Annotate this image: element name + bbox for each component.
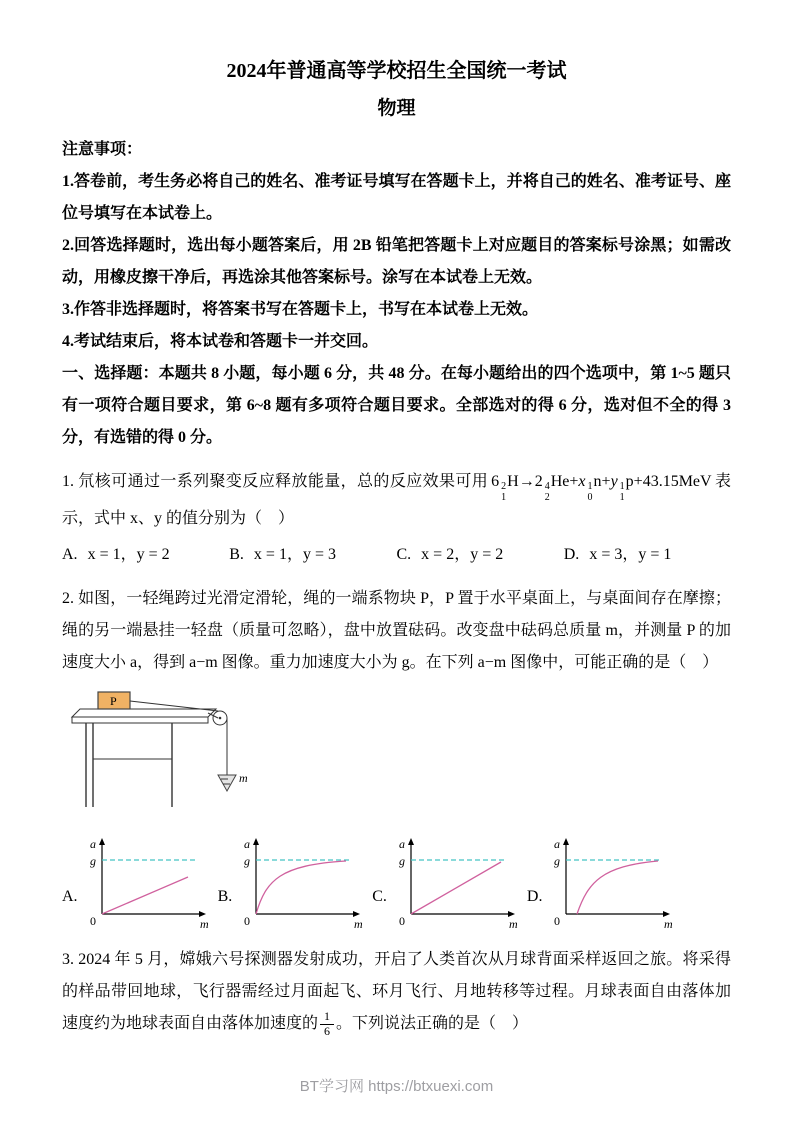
- origin-label: 0: [398, 914, 405, 928]
- g-label: g: [398, 854, 405, 868]
- option-c-label: C.: [396, 546, 412, 563]
- origin-label: 0: [244, 914, 251, 928]
- mass-label: m: [239, 771, 248, 785]
- x-axis-label: m: [664, 917, 674, 931]
- question-3-text: [62, 944, 731, 1040]
- graph-a-label: A.: [62, 888, 78, 905]
- notice-item-4: 4.考试结束后，将本试卷和答题卡一并交回。: [62, 333, 379, 350]
- origin-label: 0: [554, 914, 561, 928]
- y-arrow: [563, 838, 569, 845]
- option-b: [229, 539, 396, 571]
- g-label: g: [554, 854, 561, 868]
- option-b-label: B.: [229, 546, 244, 563]
- graph-c-label: C.: [372, 888, 387, 905]
- term3-pre: +: [601, 473, 611, 490]
- graph-panel-a: [62, 832, 210, 932]
- graph-panel-b: [218, 832, 365, 932]
- page-title: 2024年普通高等学校招生全国统一考试: [226, 60, 567, 82]
- pulley-figure: [68, 687, 731, 818]
- notice-item-2: 2.回答选择题时，选出每小题答案后，用 2B 铅笔把答题卡上对应题目的答案标号涂黑；如需改动，用橡皮擦干净后，再选涂其他答案标号。涂写在本试卷上无效。: [62, 237, 731, 286]
- option-d: [564, 539, 731, 571]
- notice-item-3: 3.作答非选择题时，将答案书写在答题卡上，书写在本试卷上无效。: [62, 301, 539, 318]
- section-heading: 一、选择题：本题共 8 小题，每小题 6 分，共 48 分。在每小题给出的四个选项中，第 1~5 题只有一项符合题目要求，第 6~8 题有多项符合题目要求。全部选对的得 6 分，选对但不全的得 3 分，有选错的得 0 分。: [62, 365, 731, 446]
- graph-c: [389, 832, 519, 932]
- pulley-figure-svg: [68, 687, 253, 813]
- g-label: g: [244, 854, 251, 868]
- graph-panel-d: [527, 832, 675, 932]
- g-label: g: [89, 854, 96, 868]
- term1-pre: →2: [518, 473, 543, 490]
- x-axis-label: m: [199, 917, 209, 931]
- q1-text-before: 1. 氘核可通过一系列聚变反应释放能量，总的反应效果可用: [62, 473, 489, 490]
- element-symbol: He: [550, 473, 570, 490]
- y-arrow: [253, 838, 259, 845]
- y-axis-label: a: [554, 837, 561, 851]
- graph-b: [234, 832, 364, 932]
- one-sixth-fraction: [320, 1010, 334, 1039]
- question-1-text: [62, 466, 731, 535]
- y-axis-label: a: [89, 837, 96, 851]
- option-b-text: x = 1，y = 3: [253, 546, 336, 563]
- element-symbol: n: [593, 473, 602, 490]
- element-symbol: H: [507, 473, 519, 490]
- option-a-text: x = 1，y = 2: [87, 546, 170, 563]
- graph-b-label: B.: [217, 888, 233, 905]
- formula-tail: +43.15MeV: [633, 473, 712, 490]
- term3-var: y: [610, 473, 618, 490]
- subject-title: 物理: [377, 98, 416, 119]
- a-m-curve: [102, 877, 188, 914]
- fusion-reaction-formula: [491, 473, 712, 503]
- a-m-curve: [411, 862, 501, 914]
- a-m-curve: [256, 861, 346, 914]
- option-d-text: x = 3，y = 1: [589, 546, 672, 563]
- question-2-text: 2. 如图，一轻绳跨过光滑定滑轮，绳的一端系物块 P，P 置于水平桌面上，与桌面间存在摩擦；绳的另一端悬挂一轻盘（质量可忽略），盘中放置砝码。改变盘中砝码总质量 m，并测量 P 的加速度大小 a，得到 a−m 图像。重力加速度大小为 g。在下列 a−m 图像中，可能正确的是（ ）: [62, 590, 731, 671]
- q3-text-after: 。下列说法正确的是（ ）: [336, 1015, 529, 1032]
- x-axis-label: m: [508, 917, 518, 931]
- option-a: [62, 539, 229, 571]
- notice-heading: 注意事项：: [62, 141, 143, 158]
- weight-pan: [218, 775, 236, 791]
- nuclide-scripts: 1 1: [619, 481, 625, 503]
- answer-graphs-row: [62, 832, 731, 932]
- graph-d-label: D.: [526, 888, 543, 905]
- question-2: [62, 583, 731, 932]
- table-top: [72, 709, 216, 717]
- origin-label: 0: [89, 914, 96, 928]
- term2-pre: +: [569, 473, 579, 490]
- notice-item-1: 1.答卷前，考生务必将自己的姓名、准考证号填写在答题卡上，并将自己的姓名、准考证号、座位号填写在本试卷上。: [62, 173, 731, 222]
- x-axis-label: m: [354, 917, 363, 931]
- pulley-axle: [219, 717, 222, 720]
- q3-text-before: 3. 2024 年 5 月，嫦娥六号探测器发射成功，开启了人类首次从月球背面采样返回之旅。将采得的样品带回地球，飞行器需经过月面起飞、环月飞行、月地转移等过程。月球表面自由落体加速度约为地球表面自由落体加速度的: [62, 951, 731, 1032]
- q1-options: [62, 539, 731, 571]
- question-1: [62, 466, 731, 571]
- option-d-label: D.: [563, 546, 580, 563]
- fraction-denominator: 6: [324, 1023, 331, 1038]
- element-symbol: p: [625, 473, 634, 490]
- question-3: [62, 944, 731, 1040]
- term0-pre: 6: [491, 473, 500, 490]
- option-c: [397, 539, 564, 571]
- term2-var: x: [578, 473, 586, 490]
- option-a-label: A.: [62, 546, 78, 563]
- option-c-text: x = 2，y = 2: [421, 546, 504, 563]
- footer-site-link[interactable]: BT学习网 https://btxuexi.com: [299, 1078, 494, 1095]
- graph-panel-c: [372, 832, 519, 932]
- y-axis-label: a: [398, 837, 405, 851]
- block-p-label: P: [110, 694, 117, 708]
- graph-d: [544, 832, 674, 932]
- nuclide-scripts: 4 2: [544, 481, 550, 503]
- nuclide-scripts: 1 0: [587, 481, 593, 503]
- nuclide-scripts: 2 1: [501, 481, 507, 503]
- graph-a: [80, 832, 210, 932]
- footer-watermark: [0, 1075, 793, 1096]
- q1-text-after: 表示，式中 x、y 的值分别为（ ）: [62, 473, 731, 527]
- y-arrow: [99, 838, 105, 845]
- fraction-numerator: 1: [320, 1010, 334, 1025]
- a-m-curve: [577, 861, 658, 914]
- y-arrow: [408, 838, 414, 845]
- y-axis-label: a: [244, 837, 251, 851]
- table-edge: [72, 717, 208, 723]
